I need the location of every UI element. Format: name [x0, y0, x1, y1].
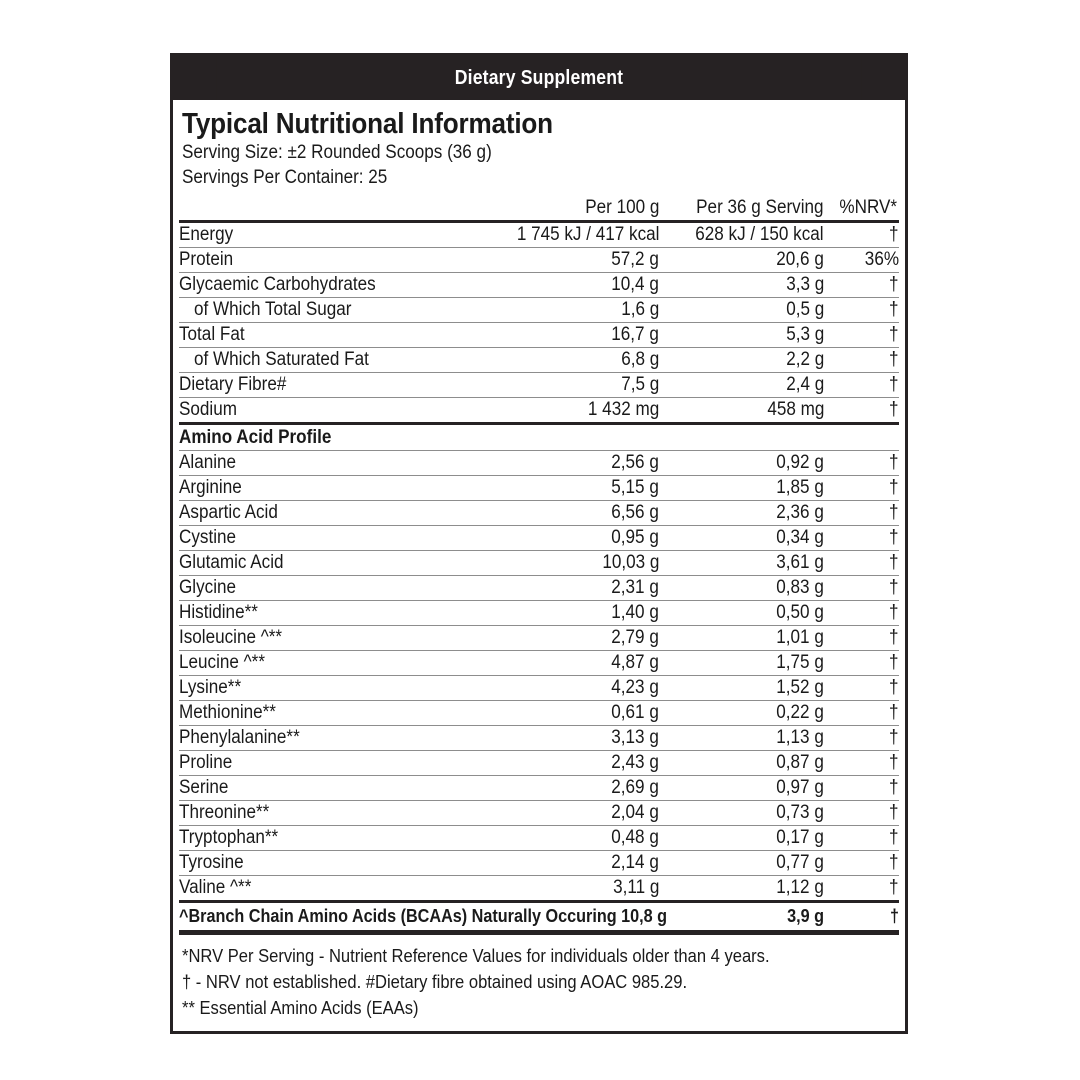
row-label: Glycaemic Carbohydrates	[179, 273, 479, 298]
row-per-100g: 3,11 g	[479, 876, 659, 902]
row-per-serving: 2,4 g	[659, 373, 824, 398]
nutrition-table	[179, 196, 899, 930]
bcaa-label: ^Branch Chain Amino Acids (BCAAs) Naturally Occuring 10,8 g	[179, 902, 659, 931]
row-per-serving: 0,50 g	[659, 601, 824, 626]
row-nrv: †	[824, 501, 899, 526]
row-label: Methionine**	[179, 701, 479, 726]
row-nrv: †	[824, 526, 899, 551]
footnote-nrv: *NRV Per Serving - Nutrient Reference Values for individuals older than 4 years.	[182, 946, 770, 967]
row-per-serving: 0,22 g	[659, 701, 824, 726]
amino-acid-section-label: Amino Acid Profile	[179, 424, 899, 451]
table-row	[179, 826, 899, 851]
column-header-name	[179, 196, 479, 222]
row-per-100g: 16,7 g	[479, 323, 659, 348]
row-per-100g: 0,61 g	[479, 701, 659, 726]
row-per-serving: 0,83 g	[659, 576, 824, 601]
row-label: Glycine	[179, 576, 479, 601]
row-nrv: †	[824, 751, 899, 776]
row-per-serving: 20,6 g	[659, 248, 824, 273]
row-label: Phenylalanine**	[179, 726, 479, 751]
row-per-100g: 1,40 g	[479, 601, 659, 626]
row-per-100g: 6,8 g	[479, 348, 659, 373]
row-label: Proline	[179, 751, 479, 776]
row-per-serving: 458 mg	[659, 398, 824, 424]
row-per-100g: 1 432 mg	[479, 398, 659, 424]
row-per-serving: 0,73 g	[659, 801, 824, 826]
row-nrv: †	[824, 626, 899, 651]
row-nrv: †	[824, 701, 899, 726]
row-nrv: †	[824, 726, 899, 751]
row-nrv: †	[824, 601, 899, 626]
table-row	[179, 222, 899, 248]
row-nrv: †	[824, 373, 899, 398]
row-per-serving: 2,2 g	[659, 348, 824, 373]
table-row	[179, 601, 899, 626]
table-row	[179, 726, 899, 751]
table-row	[179, 776, 899, 801]
row-label: Histidine**	[179, 601, 479, 626]
table-row	[179, 851, 899, 876]
row-label: Valine ^**	[179, 876, 479, 902]
table-row	[179, 273, 899, 298]
row-per-100g: 10,03 g	[479, 551, 659, 576]
dietary-supplement-band	[173, 56, 905, 100]
nutrition-intro-block	[173, 100, 905, 196]
row-per-serving: 0,77 g	[659, 851, 824, 876]
dietary-supplement-band-label: Dietary Supplement	[217, 56, 861, 100]
row-nrv: †	[824, 222, 899, 248]
row-per-100g: 3,13 g	[479, 726, 659, 751]
bcaa-nrv: †	[824, 902, 899, 931]
row-per-serving: 0,17 g	[659, 826, 824, 851]
row-nrv: †	[824, 676, 899, 701]
row-per-100g: 2,04 g	[479, 801, 659, 826]
serving-size-line: Serving Size: ±2 Rounded Scoops (36 g)	[182, 142, 492, 164]
row-label: Aspartic Acid	[179, 501, 479, 526]
table-row	[179, 626, 899, 651]
row-per-serving: 3,3 g	[659, 273, 824, 298]
nutrition-table-body	[179, 196, 899, 930]
row-nrv: †	[824, 551, 899, 576]
row-nrv: †	[824, 851, 899, 876]
table-row	[179, 323, 899, 348]
row-per-100g: 4,23 g	[479, 676, 659, 701]
row-label: Total Fat	[179, 323, 479, 348]
row-nrv: †	[824, 876, 899, 902]
row-nrv: †	[824, 476, 899, 501]
row-nrv: †	[824, 651, 899, 676]
row-label: Serine	[179, 776, 479, 801]
row-nrv: †	[824, 398, 899, 424]
row-label: Tryptophan**	[179, 826, 479, 851]
row-nrv: †	[824, 826, 899, 851]
row-per-serving: 0,97 g	[659, 776, 824, 801]
amino-acid-section-header	[179, 424, 899, 451]
nutrition-facts-panel	[170, 53, 908, 1034]
row-label: Threonine**	[179, 801, 479, 826]
row-per-serving: 0,92 g	[659, 451, 824, 476]
row-per-100g: 57,2 g	[479, 248, 659, 273]
row-per-100g: 2,31 g	[479, 576, 659, 601]
footnote-dagger: † - NRV not established. #Dietary fibre obtained using AOAC 985.29.	[182, 972, 688, 993]
table-row	[179, 676, 899, 701]
footnotes-block	[173, 935, 905, 1031]
table-row	[179, 398, 899, 424]
table-row	[179, 348, 899, 373]
row-nrv: †	[824, 348, 899, 373]
row-per-100g: 6,56 g	[479, 501, 659, 526]
row-per-100g: 1 745 kJ / 417 kcal	[479, 222, 659, 248]
row-per-100g: 1,6 g	[479, 298, 659, 323]
footnote-eaa: ** Essential Amino Acids (EAAs)	[182, 997, 419, 1018]
row-label: Arginine	[179, 476, 479, 501]
servings-per-container-line: Servings Per Container: 25	[182, 167, 388, 189]
row-label: Leucine ^**	[179, 651, 479, 676]
table-row	[179, 373, 899, 398]
row-per-100g: 5,15 g	[479, 476, 659, 501]
table-row	[179, 651, 899, 676]
column-header-nrv: %NRV*	[839, 197, 897, 219]
table-row	[179, 801, 899, 826]
table-row	[179, 876, 899, 902]
row-label: Sodium	[179, 398, 479, 424]
row-label: Glutamic Acid	[179, 551, 479, 576]
table-row	[179, 298, 899, 323]
row-per-serving: 1,75 g	[659, 651, 824, 676]
row-per-100g: 2,43 g	[479, 751, 659, 776]
row-per-serving: 0,87 g	[659, 751, 824, 776]
row-per-serving: 628 kJ / 150 kcal	[659, 222, 824, 248]
row-per-100g: 2,56 g	[479, 451, 659, 476]
row-nrv: 36%	[824, 248, 899, 273]
table-row	[179, 501, 899, 526]
table-row	[179, 751, 899, 776]
page-title: Typical Nutritional Information	[182, 108, 553, 140]
row-per-100g: 2,69 g	[479, 776, 659, 801]
row-per-serving: 3,61 g	[659, 551, 824, 576]
row-label: Protein	[179, 248, 479, 273]
column-header-per-100g: Per 100 g	[584, 197, 659, 219]
row-nrv: †	[824, 576, 899, 601]
table-row	[179, 551, 899, 576]
table-row	[179, 476, 899, 501]
bcaa-summary-row	[179, 902, 899, 931]
row-label: of Which Saturated Fat	[179, 348, 479, 373]
row-nrv: †	[824, 273, 899, 298]
row-per-serving: 1,85 g	[659, 476, 824, 501]
row-per-serving: 1,12 g	[659, 876, 824, 902]
row-per-100g: 4,87 g	[479, 651, 659, 676]
row-nrv: †	[824, 801, 899, 826]
table-row	[179, 576, 899, 601]
row-label: Energy	[179, 222, 479, 248]
row-per-serving: 1,01 g	[659, 626, 824, 651]
row-per-serving: 1,52 g	[659, 676, 824, 701]
row-label: Dietary Fibre#	[179, 373, 479, 398]
row-per-100g: 2,79 g	[479, 626, 659, 651]
table-header-row	[179, 196, 899, 222]
row-per-serving: 5,3 g	[659, 323, 824, 348]
row-label: Isoleucine ^**	[179, 626, 479, 651]
row-per-serving: 0,34 g	[659, 526, 824, 551]
row-per-100g: 7,5 g	[479, 373, 659, 398]
row-label: Cystine	[179, 526, 479, 551]
row-per-100g: 0,95 g	[479, 526, 659, 551]
row-per-100g: 10,4 g	[479, 273, 659, 298]
row-nrv: †	[824, 298, 899, 323]
row-label: of Which Total Sugar	[179, 298, 479, 323]
row-per-serving: 0,5 g	[659, 298, 824, 323]
row-label: Tyrosine	[179, 851, 479, 876]
bcaa-per-serving: 3,9 g	[659, 902, 824, 931]
table-row	[179, 248, 899, 273]
row-per-serving: 2,36 g	[659, 501, 824, 526]
row-per-100g: 2,14 g	[479, 851, 659, 876]
table-row	[179, 526, 899, 551]
row-per-100g: 0,48 g	[479, 826, 659, 851]
row-nrv: †	[824, 451, 899, 476]
table-row	[179, 451, 899, 476]
row-label: Lysine**	[179, 676, 479, 701]
row-nrv: †	[824, 323, 899, 348]
row-nrv: †	[824, 776, 899, 801]
row-label: Alanine	[179, 451, 479, 476]
table-row	[179, 701, 899, 726]
row-per-serving: 1,13 g	[659, 726, 824, 751]
column-header-per-serving: Per 36 g Serving	[696, 197, 824, 219]
